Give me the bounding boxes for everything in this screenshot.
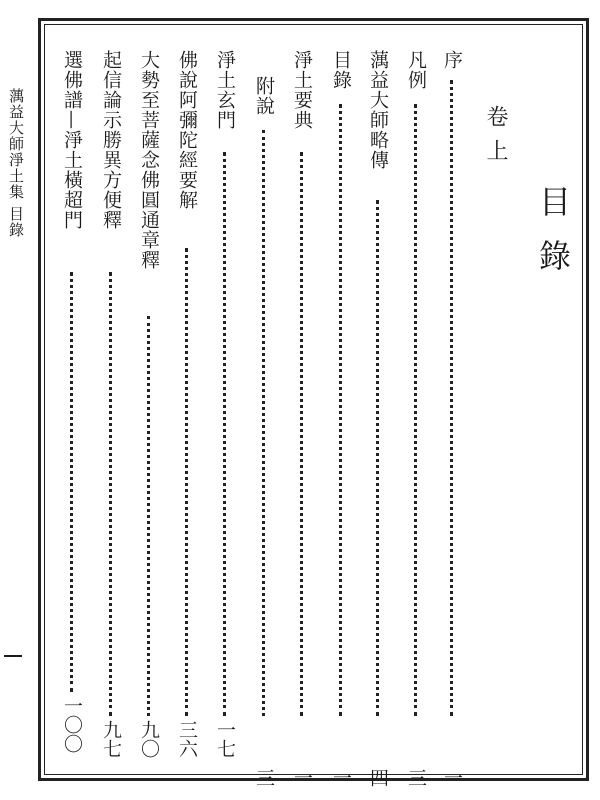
toc-entry bbox=[366, 50, 390, 787]
toc-entry-title: 大勢至菩薩念佛圓通章釋 bbox=[138, 50, 160, 270]
toc-entry-page: 一七 bbox=[214, 720, 236, 758]
toc-entry bbox=[252, 76, 276, 787]
toc-entry-title: 選佛譜—淨土橫超門 bbox=[61, 50, 83, 230]
toc-entry-page: 一 bbox=[330, 768, 352, 787]
toc-entry bbox=[60, 50, 84, 764]
toc-entry bbox=[175, 50, 199, 764]
toc-entry-title: 淨土玄門 bbox=[214, 50, 236, 130]
toc-entry bbox=[99, 50, 123, 764]
toc-leader-dots bbox=[376, 200, 379, 716]
toc-entry-title: 凡例 bbox=[405, 50, 427, 90]
toc-entry-page: 九七 bbox=[100, 720, 122, 758]
toc-leader-dots bbox=[70, 272, 73, 692]
toc-entry-page: 一 bbox=[291, 768, 313, 787]
page-heading: 目錄 bbox=[534, 185, 572, 293]
toc-entry-page: 一〇〇 bbox=[61, 696, 83, 753]
toc-entry bbox=[404, 50, 428, 787]
toc-leader-dots bbox=[414, 104, 417, 716]
toc-entry-page: 三 bbox=[405, 768, 427, 787]
toc-entry-title: 起信論示勝異方便釋 bbox=[100, 50, 122, 230]
toc-entry bbox=[329, 50, 353, 787]
running-header: 蕅益大師淨土集 目錄 bbox=[7, 88, 25, 238]
toc-entry-page: 四 bbox=[367, 768, 389, 787]
toc-leader-dots bbox=[450, 80, 453, 716]
page-number-mark bbox=[4, 655, 22, 657]
toc-entry bbox=[290, 50, 314, 787]
toc-leader-dots bbox=[147, 316, 150, 716]
toc-entry-title: 淨土要典 bbox=[291, 50, 313, 130]
toc-entry-page: 三 bbox=[253, 768, 275, 787]
volume-label: 卷上 bbox=[483, 105, 508, 173]
toc-entry-page: 九〇 bbox=[138, 720, 160, 758]
toc-entry-page: 一 bbox=[441, 768, 463, 787]
toc-entry-title: 蕅益大師略傳 bbox=[367, 50, 389, 170]
toc-entry bbox=[440, 50, 464, 787]
toc-leader-dots bbox=[223, 152, 226, 716]
toc-entry bbox=[213, 50, 237, 764]
toc-leader-dots bbox=[339, 104, 342, 716]
toc-leader-dots bbox=[300, 152, 303, 716]
toc-entry-title: 目錄 bbox=[330, 50, 352, 90]
toc-entry-title: 附說 bbox=[253, 76, 275, 116]
toc-entry-title: 佛說阿彌陀經要解 bbox=[176, 50, 198, 210]
toc-entry-page: 三六 bbox=[176, 720, 198, 758]
toc-leader-dots bbox=[109, 272, 112, 716]
toc-entry-title: 序 bbox=[441, 50, 463, 70]
toc-leader-dots bbox=[262, 130, 265, 716]
toc-entry bbox=[137, 50, 161, 764]
toc-leader-dots bbox=[185, 248, 188, 716]
